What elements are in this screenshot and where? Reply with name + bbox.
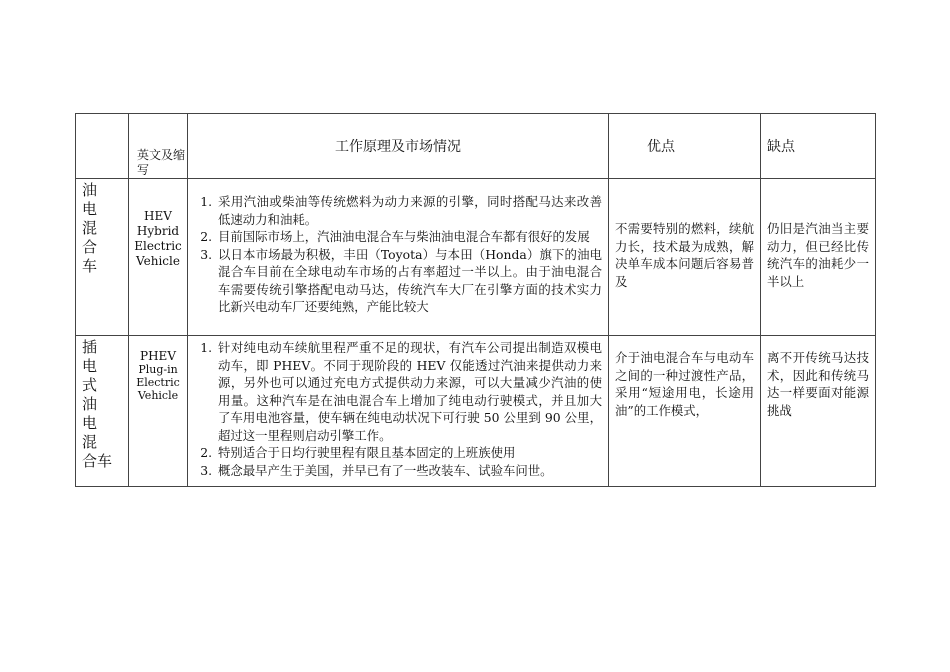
abbr-line: Electric (134, 239, 182, 253)
cons-text: 离不开传统马达技术，因此和传统马达一样要面对能源挑战 (767, 350, 869, 418)
abbr-line: Electric (136, 376, 180, 389)
vehicle-name-line: 油 电 (82, 181, 113, 218)
header-principle: 工作原理及市场情况 (188, 114, 609, 179)
abbr-line: Vehicle (136, 254, 180, 268)
pros-text: 不需要特别的燃料，续航力长，技术最为成熟，解决单车成本问题后容易普及 (615, 221, 754, 289)
pros-cell (609, 336, 761, 487)
principle-cell (188, 336, 609, 487)
abbr-line: Hybrid (136, 224, 180, 238)
pros-text: 介于油电混合车与电动车之间的一种过渡性产品，采用“短途用电，长途用油”的工作模式， (615, 350, 754, 418)
list-item: 3. 以日本市场最为积极，丰田（Toyota）与本田（Honda）旗下的油电混合车目前在全球电动车市场的占有率超过一半以上。由于油电混合车需要传统引擎搭配电动马达，传统汽车大厂在引擎方面的技术实力比新兴电动车厂还要纯熟，产能比较大 (216, 246, 602, 316)
list-item: 2. 特别适合于日均行驶里程有限且基本固定的上班族使用 (216, 444, 602, 462)
cons-text: 仍旧是汽油当主要动力，但已经比传统汽车的油耗少一半以上 (767, 221, 869, 289)
abbr-line: PHEV (140, 349, 176, 363)
header-empty-cell (76, 114, 129, 179)
vehicle-name-line: 混 合 (82, 219, 113, 256)
principle-list (188, 339, 608, 479)
header-abbr: 英文及缩写 (129, 114, 188, 179)
cons-cell (761, 336, 876, 487)
vehicle-name-line: 电 混 (82, 414, 113, 451)
abbr-line: Vehicle (137, 389, 179, 402)
vehicle-name-line: 式 油 (82, 376, 113, 413)
abbr-line: HEV (144, 209, 172, 223)
list-item: 1. 采用汽油或柴油等传统燃料为动力来源的引擎，同时搭配马达来改善低速动力和油耗。 (216, 193, 602, 228)
abbr-cell (129, 179, 188, 336)
abbr-line: Plug-in (138, 363, 178, 376)
vehicle-name-cell (76, 179, 129, 336)
table-header-row (76, 114, 876, 179)
list-item: 2. 目前国际市场上，汽油油电混合车与柴油油电混合车都有很好的发展 (216, 228, 602, 246)
vehicle-name-line: 合车 (82, 452, 113, 470)
list-item: 1. 针对纯电动车续航里程严重不足的现状，有汽车公司提出制造双模电动车，即 PHEV。不同于现阶段的 HEV 仅能透过汽油来提供动力来源，另外也可以通过充电方式提供动力来源，可以大量减少汽油的使用量。这种汽车是在油电混合车上增加了纯电动行驶模式，并且加大了车用电池容量，使车辆在纯电动状况下可行驶 50 公里到 90 公里，超过这一里程则启动引擎工作。 (216, 339, 602, 444)
table-row-hev (76, 179, 876, 336)
principle-list (188, 193, 608, 316)
table-row-phev (76, 336, 876, 487)
header-cons: 缺点 (761, 114, 876, 179)
vehicle-comparison-table (75, 113, 876, 487)
vehicle-name-line: 车 (82, 257, 98, 275)
pros-cell (609, 179, 761, 336)
list-item: 3. 概念最早产生于美国，并早已有了一些改装车、试验车问世。 (216, 462, 602, 480)
principle-cell (188, 179, 609, 336)
cons-cell (761, 179, 876, 336)
vehicle-name-cell (76, 336, 129, 487)
vehicle-name-line: 插 电 (82, 338, 113, 375)
abbr-cell (129, 336, 188, 487)
header-pros: 优点 (609, 114, 761, 179)
